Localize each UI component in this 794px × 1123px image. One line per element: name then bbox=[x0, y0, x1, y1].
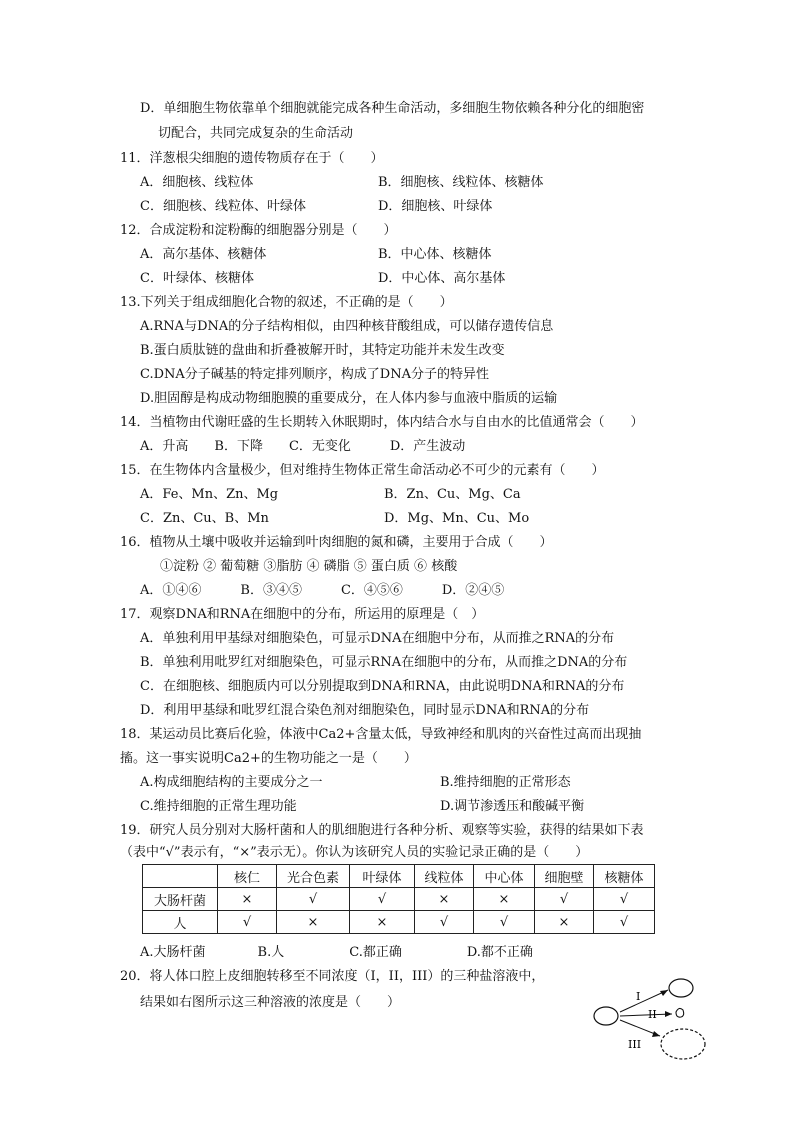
q11-option-b: B．细胞核、线粒体、核糖体 bbox=[378, 175, 544, 190]
table-header-cell: 核糖体 bbox=[594, 865, 655, 888]
table-cell: √ bbox=[415, 911, 474, 934]
table-cell: × bbox=[474, 888, 535, 911]
table-cell: 大肠杆菌 bbox=[143, 888, 218, 911]
q13-option-a: A.RNA与DNA的分子结构相似，由四种核苷酸组成，可以储存遗传信息 bbox=[140, 319, 554, 334]
q19-options: A.大肠杆菌 B.人 C.都正确 D.都不正确 bbox=[140, 945, 533, 960]
label-ii: II bbox=[648, 1008, 657, 1021]
table-cell: √ bbox=[474, 911, 535, 934]
q12-option-c: C．叶绿体、核糖体 bbox=[140, 271, 254, 286]
label-i: I bbox=[636, 990, 641, 1003]
cell-i-icon bbox=[669, 979, 693, 997]
arrow-iii-head bbox=[652, 1031, 660, 1037]
q10-option-d-line1: D．单细胞生物依靠单个细胞就能完成各种生命活动，多细胞生物依赖各种分化的细胞密 bbox=[140, 101, 645, 116]
swollen-cell-iii-icon bbox=[661, 1029, 705, 1059]
q13-option-d: D.胆固醇是构成动物细胞膜的重要成分，在人体内参与血液中脂质的运输 bbox=[140, 391, 558, 406]
arrow-i bbox=[620, 990, 668, 1012]
q18-option-a: A.构成细胞结构的主要成分之一 bbox=[140, 775, 323, 790]
table-header-cell: 中心体 bbox=[474, 865, 535, 888]
table-cell: × bbox=[350, 911, 415, 934]
question-19-line2: （表中“√”表示有，“×”表示无）。你认为该研究人员的实验记录正确的是（ ） bbox=[120, 845, 589, 860]
q18-option-d: D.调节渗透压和酸碱平衡 bbox=[440, 799, 585, 814]
table-header-cell: 光合色素 bbox=[277, 865, 350, 888]
cell-osmosis-diagram bbox=[590, 972, 730, 1064]
q17-option-d: D．利用甲基绿和吡罗红混合染色剂对细胞染色，同时显示DNA和RNA的分布 bbox=[140, 703, 590, 718]
q15-option-a: A．Fe、Mn、Zn、Mg bbox=[140, 487, 279, 502]
q15-option-d: D．Mg、Mn、Cu、Mo bbox=[384, 511, 530, 526]
label-iii: III bbox=[628, 1038, 642, 1051]
table-cell: 人 bbox=[143, 911, 218, 934]
q12-option-d: D．中心体、高尔基体 bbox=[378, 271, 506, 286]
question-18-line2: 搐。这一事实说明Ca2+的生物功能之一是（ ） bbox=[120, 751, 417, 766]
table-cell: × bbox=[218, 888, 277, 911]
table-cell: × bbox=[277, 911, 350, 934]
arrow-i-head bbox=[660, 990, 668, 996]
table-cell: √ bbox=[350, 888, 415, 911]
question-14: 14．当植物由代谢旺盛的生长期转入休眠期时，体内结合水与自由水的比值通常会（ ） bbox=[120, 415, 644, 430]
q10-option-d-line2: 切配合，共同完成复杂的生命活动 bbox=[158, 126, 354, 141]
q11-option-d: D．细胞核、叶绿体 bbox=[378, 199, 493, 214]
q18-option-c: C.维持细胞的正常生理功能 bbox=[140, 799, 297, 814]
q17-option-a: A．单独利用甲基绿对细胞染色，可显示DNA在细胞中分布，从而推之RNA的分布 bbox=[140, 631, 615, 646]
table-header-cell: 叶绿体 bbox=[350, 865, 415, 888]
question-18: 18．某运动员比赛后化验，体液中Ca2+含量太低，导致神经和肌肉的兴奋性过高而出现抽 bbox=[120, 727, 642, 742]
question-15: 15．在生物体内含量极少，但对维持生物体正常生命活动必不可少的元素有（ ） bbox=[120, 463, 605, 478]
q17-option-b: B．单独利用吡罗红对细胞染色，可显示RNA在细胞中的分布，从而推之DNA的分布 bbox=[140, 655, 628, 670]
q18-option-b: B.维持细胞的正常形态 bbox=[440, 775, 571, 790]
table-header-cell: 线粒体 bbox=[415, 865, 474, 888]
question-12: 12．合成淀粉和淀粉酶的细胞器分别是（ ） bbox=[120, 223, 397, 238]
arrow-ii bbox=[620, 1014, 672, 1016]
question-17: 17．观察DNA和RNA在细胞中的分布，所运用的原理是（ ） bbox=[120, 607, 485, 622]
q16-items: ①淀粉 ② 葡萄糖 ③脂肪 ④ 磷脂 ⑤ 蛋白质 ⑥ 核酸 bbox=[160, 559, 458, 574]
q13-option-b: B.蛋白质肽链的盘曲和折叠被解开时，其特定功能并未发生改变 bbox=[140, 343, 505, 358]
table-header-row bbox=[143, 865, 655, 888]
table-header-cell bbox=[143, 865, 218, 888]
q15-option-b: B．Zn、Cu、Mg、Ca bbox=[384, 487, 521, 502]
table-cell: × bbox=[415, 888, 474, 911]
q15-option-c: C．Zn、Cu、B、Mn bbox=[140, 511, 269, 526]
shrunken-cell-ii-icon bbox=[676, 1008, 684, 1017]
question-13: 13.下列关于组成细胞化合物的叙述，不正确的是（ ） bbox=[120, 295, 453, 310]
question-19: 19．研究人员分别对大肠杆菌和人的肌细胞进行各种分析、观察等实验，获得的结果如下表 bbox=[120, 823, 644, 838]
results-table bbox=[142, 864, 655, 934]
arrow-ii-head bbox=[665, 1011, 672, 1017]
table-cell: √ bbox=[218, 911, 277, 934]
question-20: 20．将人体口腔上皮细胞转移至不同浓度（I，II，III）的三种盐溶液中， bbox=[120, 969, 545, 984]
table-cell: √ bbox=[277, 888, 350, 911]
question-16: 16．植物从土壤中吸收并运输到叶肉细胞的氮和磷，主要用于合成（ ） bbox=[120, 535, 553, 550]
table-cell: √ bbox=[594, 911, 655, 934]
table-header-cell: 细胞壁 bbox=[535, 865, 594, 888]
q17-option-c: C．在细胞核、细胞质内可以分别提取到DNA和RNA，由此说明DNA和RNA的分布 bbox=[140, 679, 625, 694]
question-11: 11．洋葱根尖细胞的遗传物质存在于（ ） bbox=[120, 151, 384, 166]
q16-options: A．①④⑥ B．③④⑤ C．④⑤⑥ D．②④⑤ bbox=[140, 583, 505, 598]
q13-option-c: C.DNA分子碱基的特定排列顺序，构成了DNA分子的特异性 bbox=[140, 367, 489, 382]
table-row bbox=[143, 888, 655, 911]
table-cell: × bbox=[535, 911, 594, 934]
q11-option-a: A．细胞核、线粒体 bbox=[140, 175, 254, 190]
q12-option-b: B．中心体、核糖体 bbox=[378, 247, 492, 262]
table-cell: √ bbox=[535, 888, 594, 911]
table-header-cell: 核仁 bbox=[218, 865, 277, 888]
q14-options: A．升高 B．下降 C．无变化 D．产生波动 bbox=[140, 439, 466, 454]
question-20-line2: 结果如右图所示这三种溶液的浓度是（ ） bbox=[140, 995, 401, 1010]
q11-option-c: C．细胞核、线粒体、叶绿体 bbox=[140, 199, 306, 214]
table-cell: √ bbox=[594, 888, 655, 911]
q12-option-a: A．高尔基体、核糖体 bbox=[140, 247, 267, 262]
original-cell-icon bbox=[594, 1007, 618, 1025]
table-row bbox=[143, 911, 655, 934]
